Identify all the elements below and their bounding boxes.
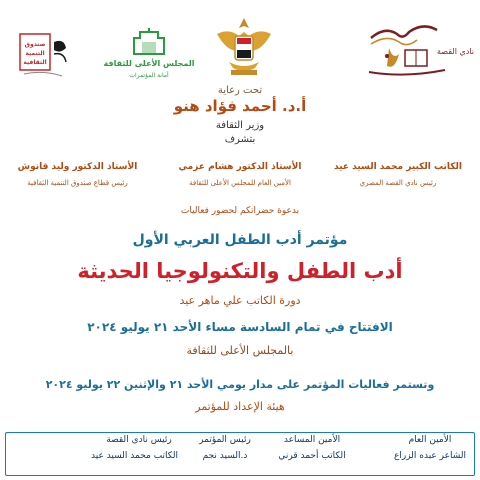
- main-title: أدب الطفل والتكنولوجيا الحديثة: [77, 259, 403, 283]
- venue: بالمجلس الأعلى للثقافة: [186, 344, 294, 357]
- supreme-council-logo-subtext: أمانة المؤتمرات: [129, 72, 169, 79]
- svg-text:صندوق: صندوق: [24, 41, 46, 48]
- organizer-role: رئيس المؤتمر: [199, 435, 251, 445]
- organizer-2: [268, 435, 356, 461]
- conference-title: مؤتمر أدب الطفل العربي الأول: [132, 232, 348, 248]
- organizers-footer: [5, 432, 475, 476]
- supreme-council-logo: [103, 28, 195, 80]
- organizer-role: الأمين العام: [408, 435, 452, 445]
- committee-heading: هيئة الإعداد للمؤتمر: [195, 400, 285, 413]
- dignitary-role: الأمين العام للمجلس الأعلى للثقافة: [189, 179, 291, 187]
- dignitary-1: [328, 162, 468, 187]
- egypt-eagle-emblem: [215, 14, 273, 80]
- organizer-1: [390, 435, 470, 461]
- supreme-council-logo-text: المجلس الأعلى للثقافة: [103, 59, 195, 68]
- dignitary-name: الكاتب الكبير محمد السيد عيد: [334, 162, 462, 172]
- organizer-name: الشاعر عبده الزراع: [393, 451, 467, 461]
- minister-name: أ.د. أحمد فؤاد هنو: [173, 97, 307, 115]
- dignitary-3: [5, 162, 150, 187]
- qissa-club-logo: [365, 20, 474, 85]
- under-patronage-label: تحت رعاية: [217, 85, 263, 96]
- organizer-name: الكاتب أحمد قرني: [278, 451, 346, 461]
- opening-time: الافتتاح في تمام السادسة مساء الأحد ٢١ يوليو ٢٠٢٤: [87, 320, 393, 334]
- organizer-role: رئيس نادي القصة: [106, 435, 172, 445]
- session-name: دورة الكاتب علي ماهر عيد: [179, 294, 301, 307]
- dignitary-2: [165, 162, 315, 187]
- dignitary-role: رئيس نادي القصة المصري: [359, 179, 437, 187]
- invitation-text: بدعوة حضراتكم لحضور فعاليات: [180, 206, 300, 216]
- dignitary-name: الأستاذ الدكتور هشام عزمي: [178, 162, 302, 172]
- dignitary-name: الأستاذ الدكتور وليد قانوش: [17, 162, 138, 172]
- dignitary-role: رئيس قطاع صندوق التنمية الثقافية: [27, 179, 128, 187]
- organizer-name: الكاتب محمد السيد عيد: [91, 451, 178, 461]
- minister-title: وزير الثقافة: [215, 120, 265, 131]
- organizer-name: د.السيد نجم: [202, 451, 248, 461]
- organizer-role: الأمين المساعد: [283, 435, 341, 445]
- honored-by-label: بتشرف: [224, 134, 256, 145]
- svg-text:الثقافية: الثقافية: [23, 59, 47, 66]
- organizer-4: [91, 435, 178, 461]
- organizer-3: [190, 435, 260, 461]
- svg-text:التنمية: التنمية: [25, 50, 45, 57]
- cultural-fund-logo: [18, 32, 68, 80]
- qissa-club-logo-text: نادي القصة: [437, 47, 474, 56]
- continuation-text: وتستمر فعاليات المؤتمر على مدار يومي الأحد ٢١ والإثنين ٢٢ يوليو ٢٠٢٤: [45, 378, 435, 391]
